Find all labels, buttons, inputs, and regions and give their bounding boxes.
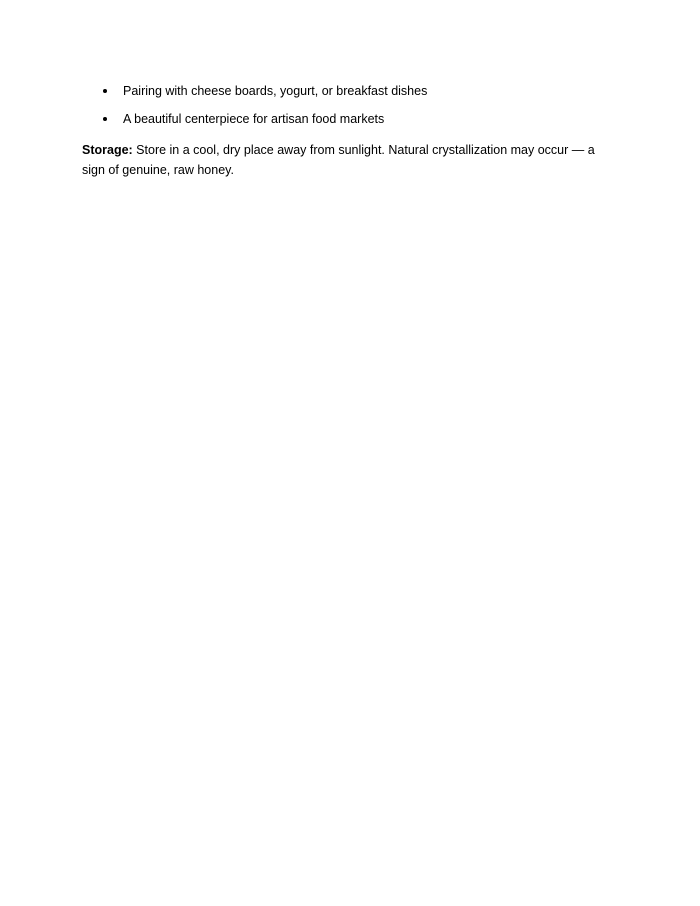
bullet-icon — [103, 89, 107, 93]
bullet-icon — [103, 117, 107, 121]
list-item-text: Pairing with cheese boards, yogurt, or breakfast dishes — [123, 84, 428, 98]
storage-text: Store in a cool, dry place away from sunlight. Natural crystallization may occur — a sign of genuine, raw honey. — [82, 143, 595, 177]
storage-paragraph — [82, 140, 612, 180]
list-item-text: A beautiful centerpiece for artisan food markets — [123, 112, 385, 126]
storage-label: Storage: — [82, 143, 133, 157]
